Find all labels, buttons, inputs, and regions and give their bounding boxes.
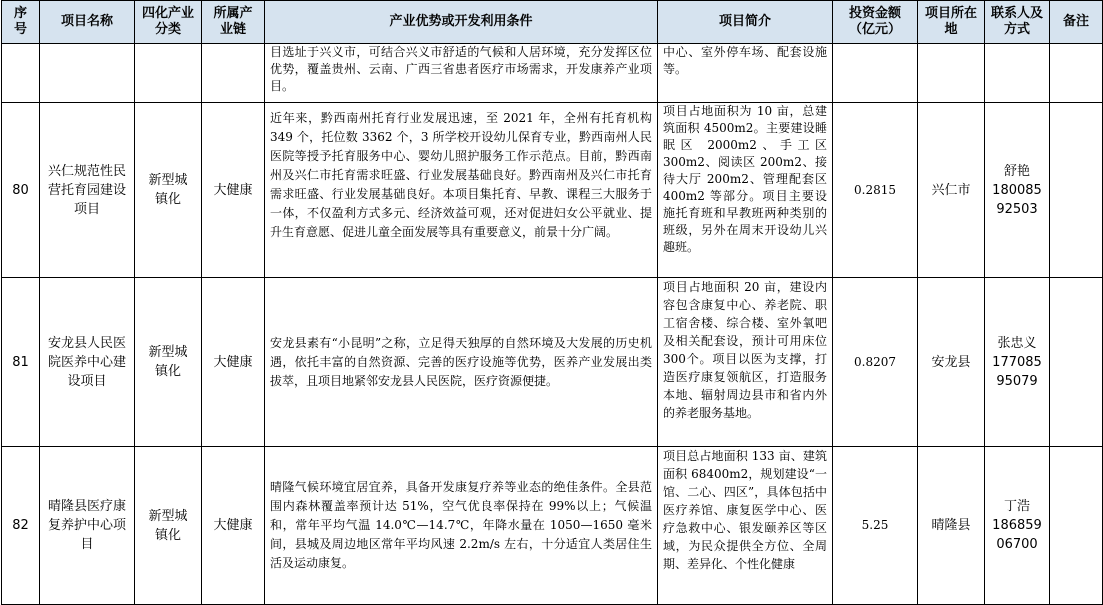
header-remark: 备注 <box>1050 1 1103 44</box>
cell-remark <box>1050 103 1103 278</box>
cell-location: 晴隆县 <box>918 447 985 605</box>
cell-contact <box>985 44 1050 103</box>
cell-category: 新型城镇化 <box>135 103 202 278</box>
cell-advantage: 晴隆气候环境宜居宜养，具备开发康复疗养等业态的绝佳条件。全县范围内森林覆盖率预计达 51%，空气优良率保持在 99%以上；气候温和，常年平均气温 14.0℃—14.7℃，年降水量在 1050—1650 毫米间，县城及周边地区常年平均风速 2.2m/s 左右，十分适宜人类居住生活及运动康复。 <box>270 480 652 570</box>
cell-category: 新型城镇化 <box>135 447 202 605</box>
cell-seq: 82 <box>2 447 40 605</box>
cell-location <box>918 44 985 103</box>
cell-chain: 大健康 <box>202 278 265 447</box>
table-row <box>2 278 1103 447</box>
cell-name: 晴隆县医疗康复养护中心项目 <box>40 447 135 605</box>
contact-phone: 186859 <box>992 518 1042 533</box>
cell-investment: 5.25 <box>833 447 918 605</box>
cell-advantage: 安龙县素有“小昆明”之称，立足得天独厚的自然环境及大发展的历史机遇，依托丰富的自然资源、完善的医疗设施等优势，医养产业发展出类拔萃，且项目地紧邻安龙县人民医院，医疗资源便捷。 <box>270 335 652 388</box>
cell-name <box>40 44 135 103</box>
cell-seq <box>2 44 40 103</box>
contact-phone: 177085 <box>992 354 1042 370</box>
cell-chain <box>202 44 265 103</box>
contact-phone: 92503 <box>996 201 1038 217</box>
cell-chain: 大健康 <box>202 447 265 605</box>
contact-name: 张忠义 <box>997 335 1037 351</box>
cell-advantage: 近年来，黔西南州托育行业发展迅速，至 2021 年，全州有托育机构 349 个，托位数 3362 个，3 所学校开设幼儿保育专业，黔西南州人民医院等授予托育服务中心、婴幼儿照护服务工作示范点。目前，黔西南州及兴仁市托育需求旺盛、行业发展基础良好。黔西南州及兴仁市托育需求旺盛、行业发展基础良好。本项目集托育、早教、课程三大服务于一体，不仅盈利方式多元、经济效益可观，还对促进妇女公平就业、提升生育意愿、促进儿童全面发展等具有重要意义，前景十分广阔。 <box>270 111 652 239</box>
table-row <box>2 44 1103 103</box>
cell-investment: 0.2815 <box>833 103 918 278</box>
cell-contact <box>985 278 1050 447</box>
contact-phone: 95079 <box>996 373 1038 389</box>
header-advantage: 产业优势或开发利用条件 <box>265 1 658 44</box>
cell-intro: 中心、室外停车场、配套设施等。 <box>663 45 827 76</box>
cell-intro: 项目占地面积为 10 亩，总建筑面积 4500m2。主要建设睡眠区 2000m2、手工区 300m2、阅读区 200m2、接待大厅 200m2、管理配套区 400m2 等部分。项目主要设施托育班和早教班两种类别的班级，另外在周末开设幼儿兴趣班。 <box>663 104 827 254</box>
cell-contact <box>985 103 1050 278</box>
contact-name: 舒艳 <box>1003 163 1030 179</box>
cell-seq: 80 <box>2 103 40 278</box>
cell-category: 新型城镇化 <box>135 278 202 447</box>
cell-advantage: 目选址于兴义市，可结合兴义市舒适的气候和人居环境，充分发挥区位优势，覆盖贵州、云南、广西三省患者医疗市场需求，开发康养产业项目。 <box>270 45 652 93</box>
cell-name: 安龙县人民医院医养中心建设项目 <box>40 278 135 447</box>
table-row <box>2 103 1103 278</box>
header-investment: 投资金额（亿元） <box>833 1 918 44</box>
cell-remark <box>1050 278 1103 447</box>
cell-intro: 项目总占地面积 133 亩、建筑面积 68400m2，规划建设“一馆、二心、四区”，具体包括中医疗养馆、康复医学中心、医疗急救中心、银发颐养区等区域，为民众提供全方位、全周期、差异化、个性化健康 <box>663 449 827 571</box>
cell-remark <box>1050 447 1103 605</box>
cell-category <box>135 44 202 103</box>
cell-location: 安龙县 <box>918 278 985 447</box>
header-row <box>2 1 1103 44</box>
header-location: 项目所在地 <box>918 1 985 44</box>
header-name: 项目名称 <box>40 1 135 44</box>
cell-investment <box>833 44 918 103</box>
header-contact: 联系人及方式 <box>985 1 1050 44</box>
cell-intro: 项目占地面积 20 亩，建设内容包含康复中心、养老院、职工宿舍楼、综合楼、室外氧吧及相关配套设，预计可用床位300个。项目以医为支撑，打造医疗康复领航区，打造服务本地、辐射周边县市和省内外的养老服务基地。 <box>663 280 827 420</box>
header-seq: 序号 <box>2 1 40 44</box>
cell-seq: 81 <box>2 278 40 447</box>
header-category: 四化产业分类 <box>135 1 202 44</box>
table-row <box>2 447 1103 605</box>
cell-remark <box>1050 44 1103 103</box>
contact-phone: 180085 <box>992 182 1042 198</box>
contact-name: 丁浩 <box>1003 499 1030 514</box>
header-chain: 所属产业链 <box>202 1 265 44</box>
cell-contact <box>985 447 1050 605</box>
cell-investment: 0.8207 <box>833 278 918 447</box>
cell-location: 兴仁市 <box>918 103 985 278</box>
header-intro: 项目简介 <box>658 1 833 44</box>
contact-phone: 06700 <box>996 537 1038 552</box>
project-table <box>1 0 1103 605</box>
cell-chain: 大健康 <box>202 103 265 278</box>
cell-name: 兴仁规范性民营托育园建设项目 <box>40 103 135 278</box>
